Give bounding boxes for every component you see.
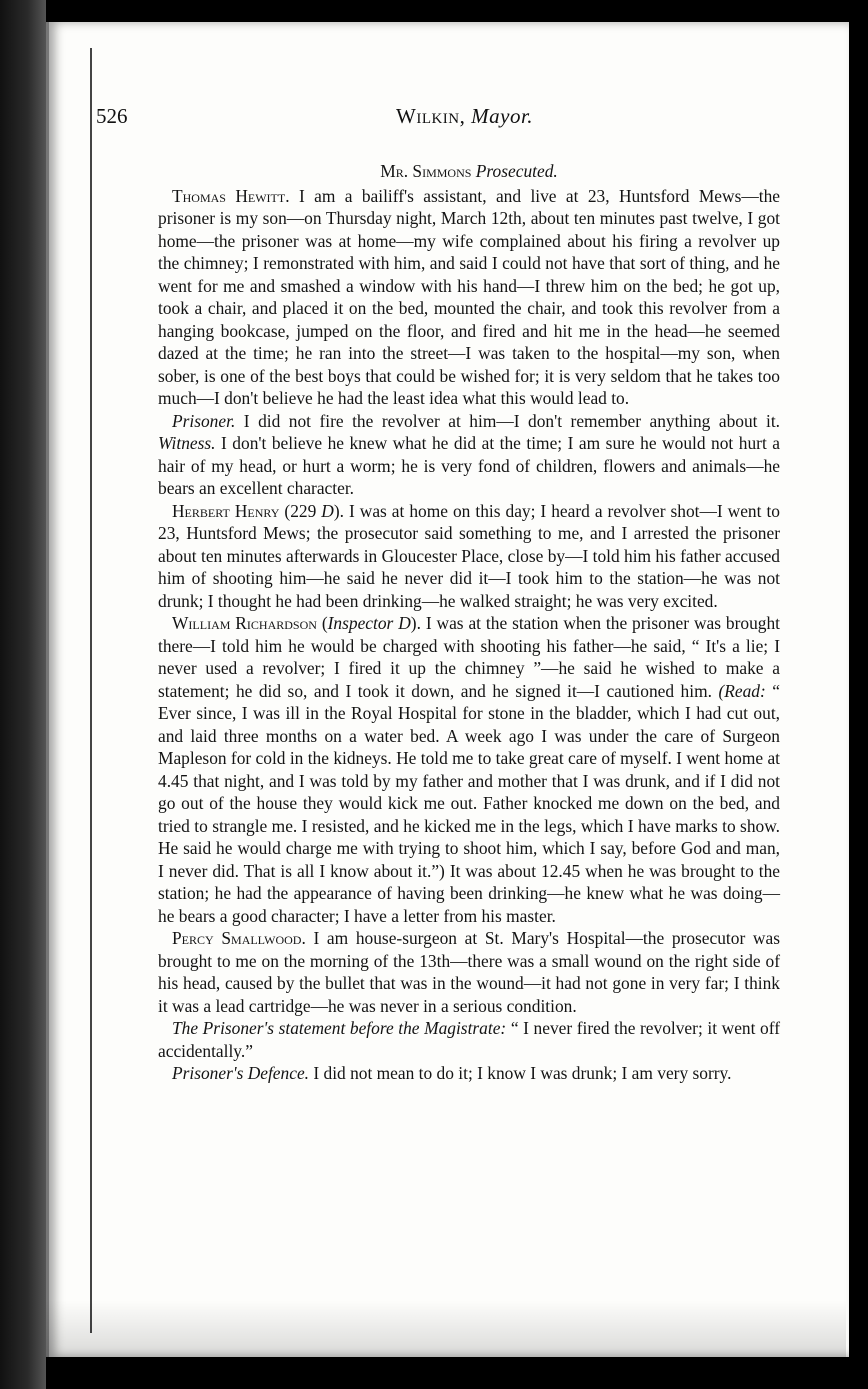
testimony-text-secondary: I don't believe he knew what he did at the time; I am sure he would not hurt a hair of my head, or hurt a worm; he is very fond of children, flowers and animals—he bears an excellent character. [158, 433, 780, 498]
testimony-text: “ I never fired the revolver; it went off accidentally.” [158, 1018, 780, 1061]
section-title [158, 160, 780, 183]
testimony-paragraph [158, 927, 780, 1017]
read-statement-text: “ Ever since, I was ill in the Royal Hospital for stone in the bladder, which I had cut out, and laid three months on a water bed. A week ago I was under the care of Surgeon Mapleson for cold in the kidneys. He told me to take great care of myself. I went home at 4.45 that night, and I was told by my father and mother that I was drunk, and if I did not go out of the house they would kick me out. Father knocked me down on the bed, and tried to strangle me. I resisted, and he kicked me in the legs, which I have marks to show. He said he would charge me with trying to shoot him, which I say, before God and man, I never did. That is all I know about it.”) It was about 12.45 when he was brought to the station; he had the appearance of having been drinking—he knew what he was doing—he bears a good character; I have a letter from his master. [158, 680, 781, 926]
testimony-paragraph [158, 500, 780, 613]
speaker-note-italic: Inspector D [327, 613, 411, 633]
scan-edge-left [0, 0, 46, 1389]
page-number: 526 [96, 104, 128, 128]
testimony-text: I am a bailiff's assistant, and live at 23, Huntsford Mews—the prisoner is my son—on Thursday night, March 12th, about ten minutes past twelve, I got home—the prisoner was at home—my wife complained about his firing a revolver up the chimney; I remonstrated with him, and said I could not have that sort of thing, and he went for me and smashed a window with his hand—I threw him on the bed; he got up, took a chair, and placed it on the bed, mounted the chair, and took this revolver from a hanging bookcase, jumped on the floor, and fired and hit me in the head—he seemed dazed at the time; he ran into the street—I was taken to the hospital—my son, when sober, is one of the best boys that could be wished for; it is very seldom that he takes too much—I don't believe he had the least idea what this would lead to. [158, 185, 780, 408]
testimony-paragraph [158, 410, 780, 500]
section-title-rest: Prosecuted. [475, 161, 558, 181]
speaker-name: Prisoner's Defence. [172, 1063, 310, 1083]
testimony-paragraph [158, 1062, 780, 1085]
read-label: (Read: [718, 680, 766, 701]
running-head-name: Wilkin, [396, 104, 466, 128]
testimony-text: I am house-surgeon at St. Mary's Hospital—the prosecutor was brought to me on the morning of the 13th—there was a small wound on the right side of his head, caused by the bullet that was in the wound—it had not gone in very far; I think it was a lead cartridge—he was never in a serious condition. [158, 928, 780, 1016]
speaker-note-open: (229 [284, 500, 322, 521]
testimony-text: I was at home on this day; I heard a revolver shot—I went to 23, Huntsford Mews; the prosecutor said something to me, and I arrested the prisoner about ten minutes afterwards in Gloucester Place, close by—I told him his father accused him of shooting him—he said he never did it—I took him to the station—he was not drunk; I thought he had been drinking—he walked straight; he was very excited. [158, 500, 781, 611]
speaker-name: Thomas Hewitt. [172, 185, 290, 206]
testimony-text: I did not mean to do it; I know I was drunk; I am very sorry. [313, 1063, 732, 1083]
speaker-note-close: ). [333, 500, 344, 521]
page-body [158, 160, 780, 1085]
speaker-name: William Richardson [172, 613, 317, 633]
speaker-note-open: ( [321, 613, 328, 633]
page-header [96, 104, 746, 144]
speaker-note-italic: D [321, 500, 334, 521]
section-title-name: Mr. Simmons [380, 161, 472, 181]
page-gutter-rule [90, 48, 92, 1333]
speaker-name: The Prisoner's statement before the Magistrate: [172, 1018, 507, 1038]
speaker-name: Prisoner. [172, 410, 236, 431]
testimony-paragraph [158, 185, 780, 410]
testimony-paragraph [158, 612, 780, 927]
testimony-text: I was at the station when the prisoner was brought there—I told him he would be charged with shooting his father—he said, “ It's a lie; I never used a revolver; I fired it up the chimney ”—he said he wished to make a statement; he did so, and I took it down, and he signed it—I cautioned him. [158, 613, 780, 701]
speaker-name-secondary: Witness. [158, 433, 216, 453]
speaker-name: Herbert Henry [172, 500, 280, 521]
page-bottom-shadow [46, 1300, 846, 1360]
speaker-note-close: ). [410, 613, 421, 633]
running-head-title: Mayor. [471, 104, 534, 128]
testimony-text: I did not fire the revolver at him—I don't remember anything about it. [243, 410, 780, 431]
running-head [396, 104, 533, 129]
testimony-paragraph [158, 1017, 780, 1062]
speaker-name: Percy Smallwood. [172, 928, 306, 948]
